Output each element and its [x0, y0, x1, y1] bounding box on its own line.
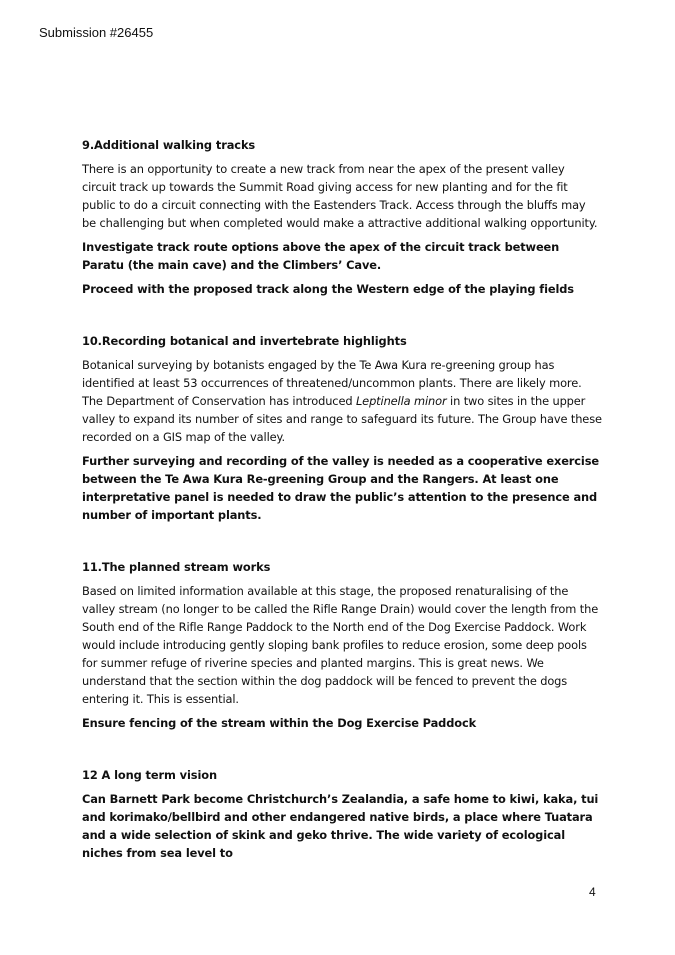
section-paragraph — [82, 356, 602, 446]
submission-number: Submission #26455 — [39, 25, 154, 40]
section-spacer — [82, 530, 602, 558]
section-heading: 9.Additional walking tracks — [82, 138, 256, 152]
recommendation-text: Investigate track route options above the apex of the circuit track between Paratu (the main cave) and the Climbers’ Cave. — [82, 240, 560, 272]
species-name: Leptinella minor — [355, 394, 447, 408]
page-number: 4 — [589, 885, 596, 899]
section-heading: 12 A long term vision — [82, 768, 218, 782]
section-additional-walking-tracks — [82, 136, 602, 298]
paragraph-text: Botanical surveying by botanists engaged by the Te Awa Kura re-greening group has identified at least 53 occurrences of threatened/uncommon plants. There are likely more. The Department of Conservation has introduced — [82, 358, 582, 408]
section-paragraph: Based on limited information available at this stage, the proposed renaturalising of the valley stream (no longer to be called the Rifle Range Drain) would cover the length from the South end of the Rifle Range Paddock to the North end of the Dog Exercise Paddock. Work would include introducing gently sloping bank profiles to reduce erosion, some deep pools for summer refuge of riverine species and planted margins. This is great news. We understand that the section within the dog paddock will be fenced to prevent the dogs entering it. This is essential. — [82, 584, 599, 706]
section-spacer — [82, 304, 602, 332]
section-botanical-recording — [82, 332, 602, 524]
recommendation-text: Proceed with the proposed track along the Western edge of the playing fields — [82, 282, 574, 296]
paragraph-text: in two sites in the upper valley to expand its number of sites and range to safeguard its future. The Group have these recorded on a GIS map of the valley. — [82, 394, 602, 444]
section-stream-works — [82, 558, 602, 732]
recommendation-text: Ensure fencing of the stream within the Dog Exercise Paddock — [82, 716, 477, 730]
section-spacer — [82, 738, 602, 766]
recommendation-text: Can Barnett Park become Christchurch’s Zealandia, a safe home to kiwi, kaka, tui and korimako/bellbird and other endangered native birds, a place where Tuatara and a wide selection of skink and geko thrive. The wide variety of ecological niches from sea level to — [82, 792, 599, 860]
document-body — [82, 136, 602, 868]
section-heading: 11.The planned stream works — [82, 560, 271, 574]
section-heading: 10.Recording botanical and invertebrate highlights — [82, 334, 407, 348]
recommendation-text: Further surveying and recording of the valley is needed as a cooperative exercise between the Te Awa Kura Re-greening Group and the Rangers. At least one interpretative panel is needed to draw the public’s attention to the presence and number of important plants. — [82, 454, 599, 522]
section-paragraph: There is an opportunity to create a new track from near the apex of the present valley circuit track up towards the Summit Road giving access for new planting and for the fit public to do a circuit connecting with the Eastenders Track. Access through the bluffs may be challenging but when completed would make a attractive additional walking opportunity. — [82, 162, 598, 230]
section-long-term-vision — [82, 766, 602, 862]
